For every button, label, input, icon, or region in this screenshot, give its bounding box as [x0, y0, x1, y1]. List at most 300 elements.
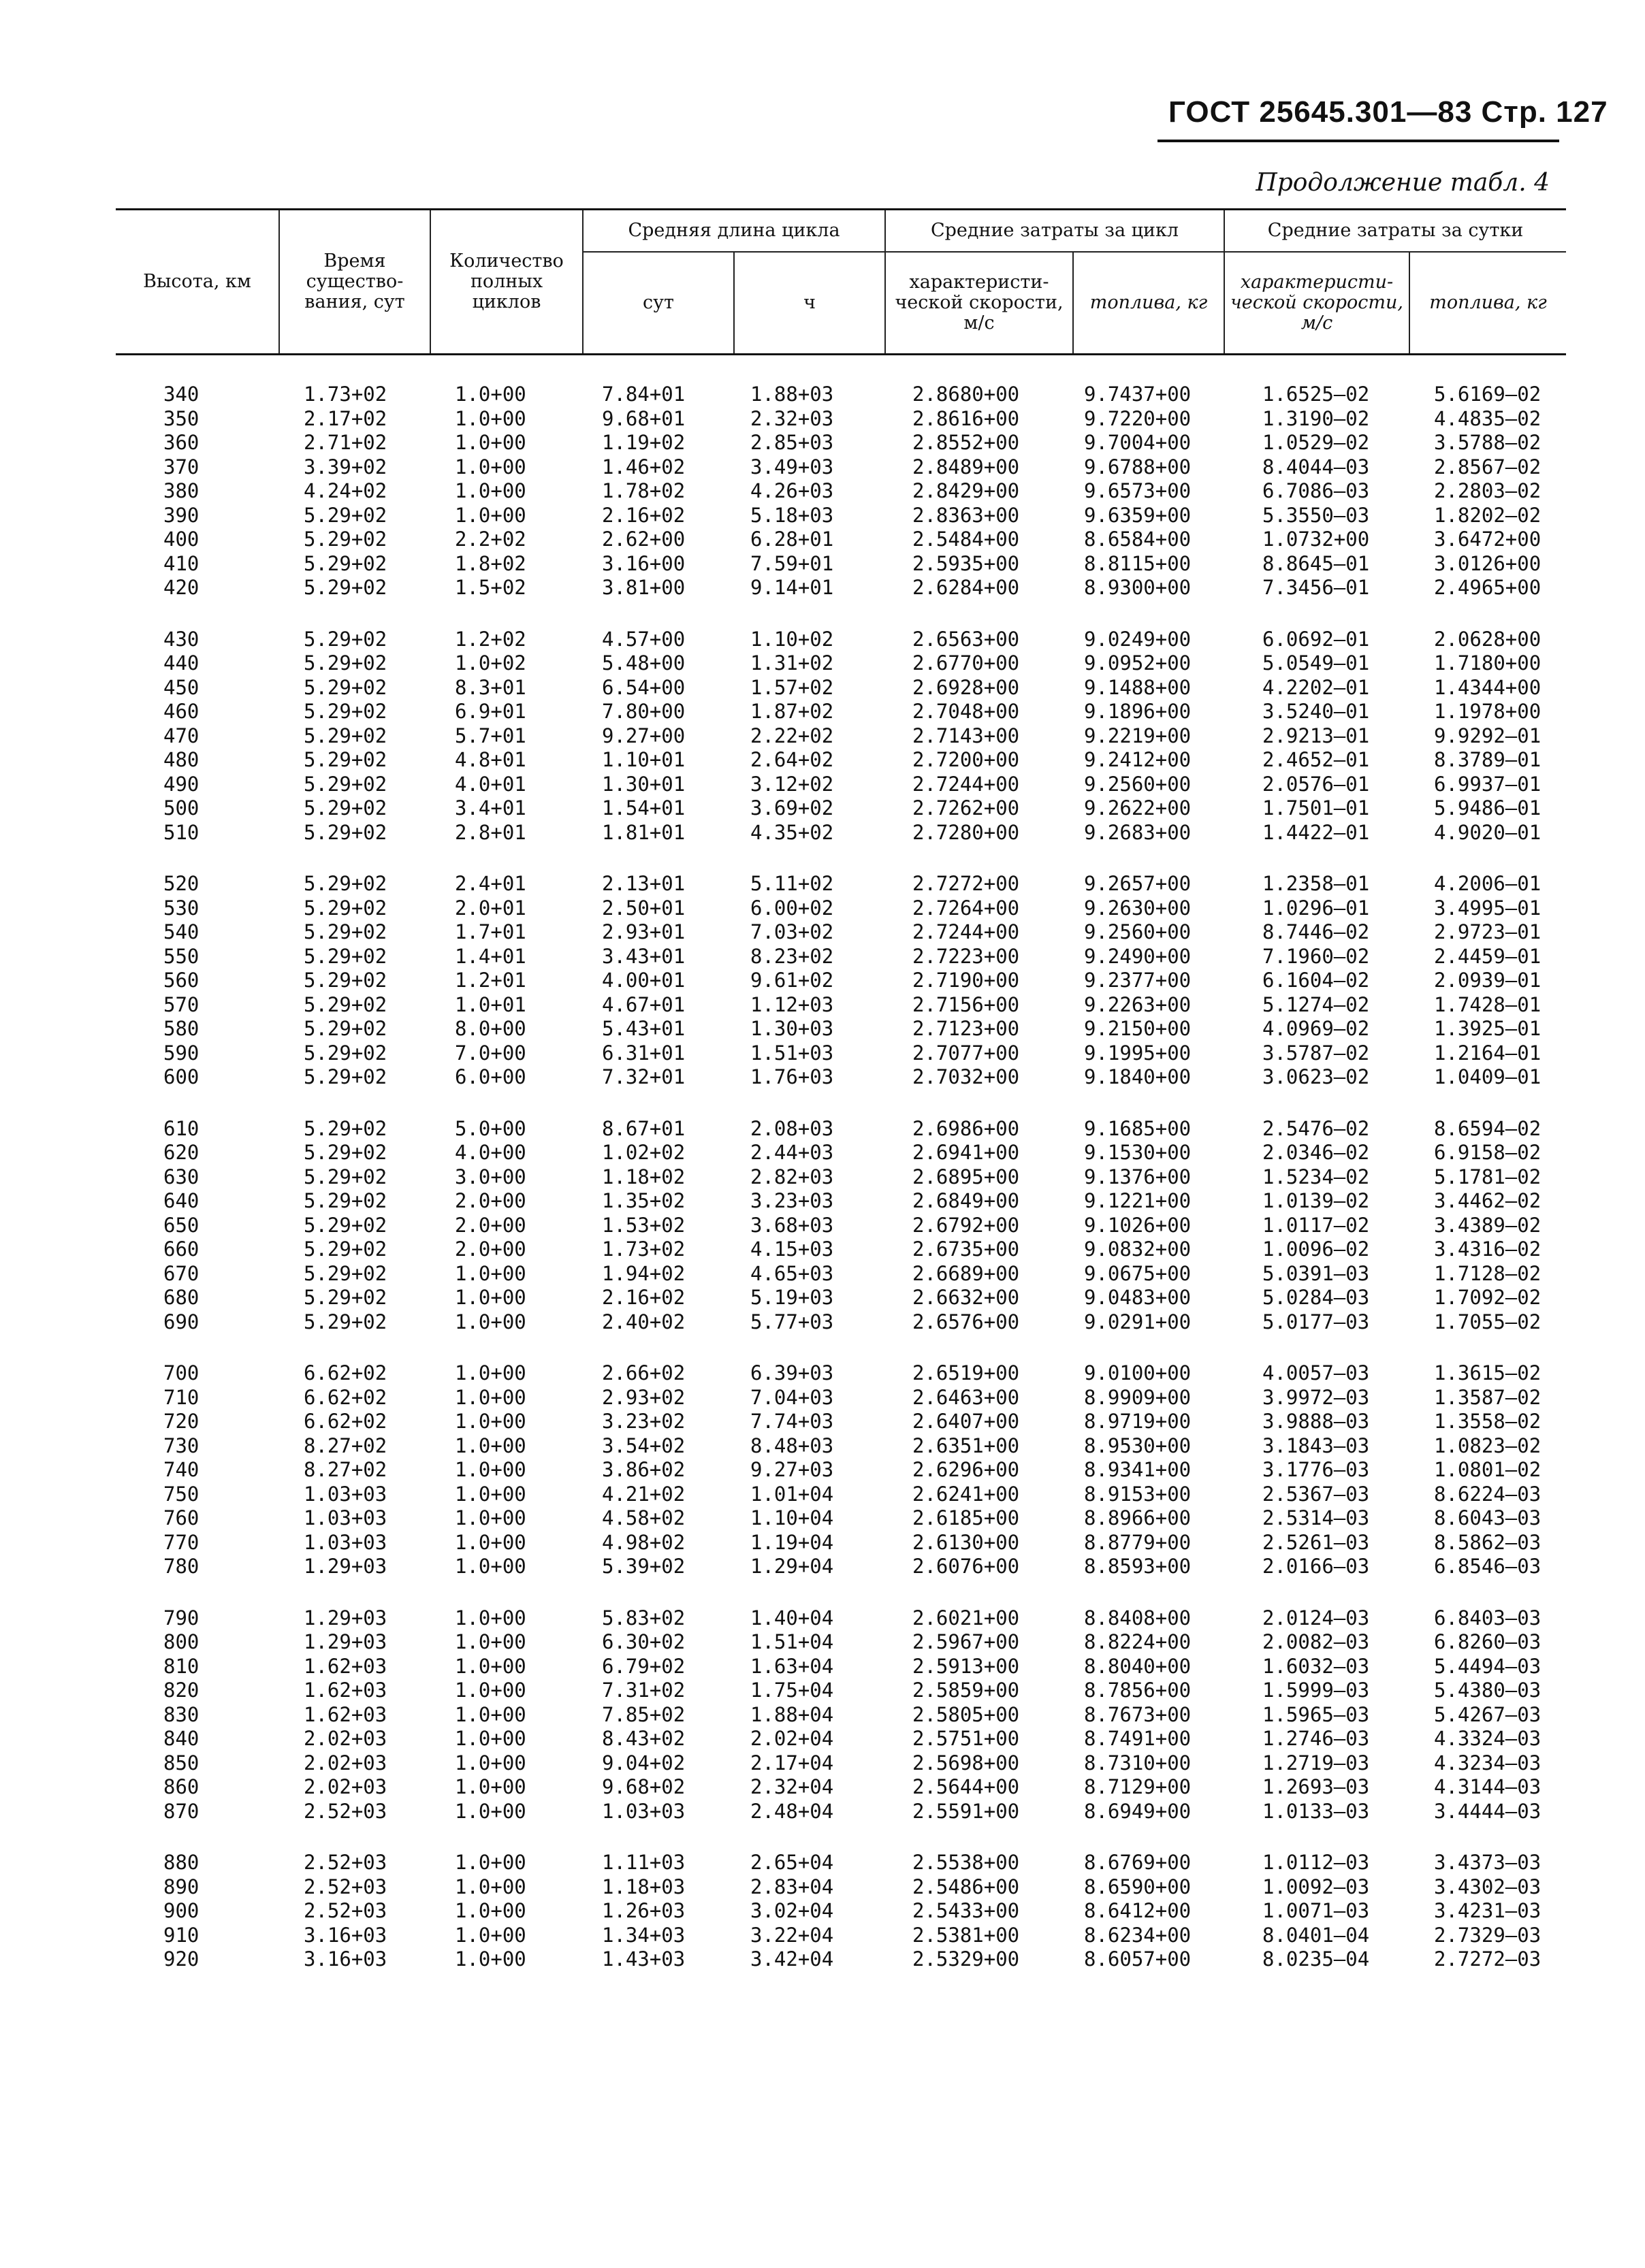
table-row — [116, 1483, 1566, 1507]
table-cell: 2.52+03 — [304, 1875, 387, 1898]
table-cell: 5.29+02 — [304, 1286, 387, 1309]
table-cell: 8.9153+00 — [1084, 1482, 1192, 1506]
table-cell: 2.8+01 — [455, 820, 526, 844]
table-row — [116, 1237, 1566, 1262]
table-cell: 1.2358—01 — [1262, 872, 1370, 895]
group-spacer — [116, 355, 1566, 383]
table-row — [116, 724, 1566, 749]
table-cell: 2.8567—02 — [1434, 455, 1542, 479]
table-cell: 5.29+02 — [304, 1041, 387, 1065]
table-cell: 1.7+01 — [455, 920, 526, 943]
col-header-cycle-velocity: характеристи-ческой скорости, м/с — [885, 252, 1073, 355]
table-cell: 2.6185+00 — [912, 1506, 1020, 1529]
table-row — [116, 1065, 1566, 1090]
table-cell: 9.1221+00 — [1084, 1189, 1192, 1212]
table-cell: 1.75+04 — [750, 1679, 834, 1702]
table-cell: 2.17+02 — [304, 406, 387, 430]
table-cell: 2.13+01 — [602, 872, 686, 895]
table-cell: 1.0+00 — [455, 1654, 526, 1678]
table-cell: 1.0+00 — [455, 383, 526, 406]
table-cell: 1.0+00 — [455, 1947, 526, 1971]
table-cell: 7.0+00 — [455, 1041, 526, 1065]
table-row — [116, 821, 1566, 845]
table-cell: 1.03+03 — [304, 1482, 387, 1506]
table-cell: 420 — [163, 576, 199, 599]
table-cell: 1.6525—02 — [1262, 383, 1370, 406]
table-cell: 8.8115+00 — [1084, 551, 1192, 575]
table-cell: 5.29+02 — [304, 992, 387, 1016]
table-cell: 8.0+00 — [455, 1017, 526, 1040]
table-cell: 2.5859+00 — [912, 1679, 1020, 1702]
table-cell: 6.8260—03 — [1434, 1630, 1542, 1653]
table-cell: 5.18+03 — [750, 503, 834, 527]
table-cell: 1.10+04 — [750, 1506, 834, 1529]
table-cell: 5.29+02 — [304, 576, 387, 599]
table-cell: 8.6590+00 — [1084, 1875, 1192, 1898]
table-cell: 9.0832+00 — [1084, 1237, 1192, 1261]
table-cell: 350 — [163, 406, 199, 430]
table-cell: 1.2164—01 — [1434, 1041, 1542, 1065]
table-cell: 560 — [163, 969, 199, 992]
table-cell: 4.15+03 — [750, 1237, 834, 1261]
table-cell: 1.19+02 — [602, 431, 686, 454]
table-cell: 5.29+02 — [304, 503, 387, 527]
table-cell: 1.0+02 — [455, 651, 526, 675]
table-cell: 5.1274—02 — [1262, 992, 1370, 1016]
table-cell: 2.32+04 — [750, 1775, 834, 1798]
table-cell: 8.9300+00 — [1084, 576, 1192, 599]
table-cell: 8.27+02 — [304, 1458, 387, 1481]
table-cell: 3.4995—01 — [1434, 896, 1542, 920]
table-cell: 9.0952+00 — [1084, 651, 1192, 675]
table-cell: 690 — [163, 1310, 199, 1333]
table-cell: 2.65+04 — [750, 1851, 834, 1874]
table-cell: 700 — [163, 1361, 199, 1384]
table-cell: 2.7329—03 — [1434, 1923, 1542, 1947]
table-cell: 2.6895+00 — [912, 1165, 1020, 1188]
table-cell: 3.43+01 — [602, 944, 686, 968]
table-cell: 1.5999—03 — [1262, 1679, 1370, 1702]
table-cell: 7.03+02 — [750, 920, 834, 943]
table-cell: 4.24+02 — [304, 479, 387, 502]
table-cell: 9.1530+00 — [1084, 1141, 1192, 1164]
table-cell: 3.5240—01 — [1262, 700, 1370, 723]
table-cell: 5.29+02 — [304, 700, 387, 723]
table-cell: 510 — [163, 820, 199, 844]
table-cell: 1.11+03 — [602, 1851, 686, 1874]
table-cell: 480 — [163, 748, 199, 771]
table-cell: 6.54+00 — [602, 675, 686, 699]
table-cell: 2.4+01 — [455, 872, 526, 895]
table-cell: 1.0+00 — [455, 1310, 526, 1333]
table-cell: 740 — [163, 1458, 199, 1481]
table-cell: 570 — [163, 992, 199, 1016]
table-cell: 730 — [163, 1433, 199, 1457]
table-cell: 1.88+04 — [750, 1702, 834, 1726]
table-cell: 1.0+00 — [455, 1775, 526, 1798]
col-header-cycle-fuel: топлива, кг — [1073, 252, 1224, 355]
table-cell: 5.0284—03 — [1262, 1286, 1370, 1309]
table-cell: 3.4444—03 — [1434, 1799, 1542, 1823]
table-cell: 9.04+02 — [602, 1751, 686, 1775]
table-cell: 9.6573+00 — [1084, 479, 1192, 502]
table-cell: 3.4231—03 — [1434, 1899, 1542, 1922]
table-cell: 1.2746—03 — [1262, 1727, 1370, 1750]
group-spacer — [116, 1824, 1566, 1851]
table-cell: 5.43+01 — [602, 1017, 686, 1040]
table-cell: 3.1843—03 — [1262, 1433, 1370, 1457]
table-cell: 1.29+04 — [750, 1555, 834, 1578]
table-cell: 8.27+02 — [304, 1433, 387, 1457]
table-cell: 8.6412+00 — [1084, 1899, 1192, 1922]
table-cell: 1.0+00 — [455, 1899, 526, 1922]
table-cell: 1.2719—03 — [1262, 1751, 1370, 1775]
table-cell: 2.8429+00 — [912, 479, 1020, 502]
table-cell: 2.22+02 — [750, 724, 834, 747]
table-cell: 1.62+03 — [304, 1679, 387, 1702]
table-row — [116, 1606, 1566, 1631]
header-rule — [1157, 140, 1559, 142]
table-cell: 3.1776—03 — [1262, 1458, 1370, 1481]
table-row — [116, 1703, 1566, 1728]
table-cell: 1.26+03 — [602, 1899, 686, 1922]
table-cell: 5.29+02 — [304, 1213, 387, 1237]
table-cell: 1.0732+00 — [1262, 528, 1370, 551]
table-cell: 2.6076+00 — [912, 1555, 1020, 1578]
table-row — [116, 1189, 1566, 1214]
table-cell: 2.5261—03 — [1262, 1530, 1370, 1554]
table-cell: 1.03+03 — [304, 1530, 387, 1554]
table-cell: 4.57+00 — [602, 627, 686, 651]
table-cell: 1.0+00 — [455, 1530, 526, 1554]
table-cell: 2.7264+00 — [912, 896, 1020, 920]
table-cell: 9.2490+00 — [1084, 944, 1192, 968]
table-cell: 9.2560+00 — [1084, 772, 1192, 796]
table-cell: 1.0+00 — [455, 1385, 526, 1409]
table-cell: 1.0+00 — [455, 406, 526, 430]
table-cell: 2.2+02 — [455, 528, 526, 551]
table-row — [116, 1458, 1566, 1483]
table-cell: 3.02+04 — [750, 1899, 834, 1922]
table-cell: 6.9+01 — [455, 700, 526, 723]
table-cell: 2.5476—02 — [1262, 1116, 1370, 1140]
table-cell: 9.68+01 — [602, 406, 686, 430]
table-row — [116, 1775, 1566, 1800]
table-cell: 9.0291+00 — [1084, 1310, 1192, 1333]
table-cell: 7.32+01 — [602, 1065, 686, 1088]
table-cell: 9.2683+00 — [1084, 820, 1192, 844]
table-cell: 9.2412+00 — [1084, 748, 1192, 771]
table-cell: 5.4494—03 — [1434, 1654, 1542, 1678]
table-cell: 850 — [163, 1751, 199, 1775]
table-cell: 9.2263+00 — [1084, 992, 1192, 1016]
table-cell: 5.29+02 — [304, 528, 387, 551]
table-cell: 6.9937—01 — [1434, 772, 1542, 796]
table-cell: 2.7048+00 — [912, 700, 1020, 723]
table-cell: 720 — [163, 1410, 199, 1433]
table-cell: 2.40+02 — [602, 1310, 686, 1333]
table-cell: 2.85+03 — [750, 431, 834, 454]
table-cell: 9.1995+00 — [1084, 1041, 1192, 1065]
table-cell: 6.62+02 — [304, 1385, 387, 1409]
col-header-existence-time: Время существо-вания, сут — [279, 210, 430, 355]
table-cell: 2.6770+00 — [912, 651, 1020, 675]
table-cell: 8.8224+00 — [1084, 1630, 1192, 1653]
table-cell: 8.0401—04 — [1262, 1923, 1370, 1947]
table-cell: 2.02+03 — [304, 1751, 387, 1775]
table-cell: 7.31+02 — [602, 1679, 686, 1702]
table-cell: 6.31+01 — [602, 1041, 686, 1065]
table-cell: 1.0+00 — [455, 1875, 526, 1898]
group-spacer — [116, 845, 1566, 872]
table-cell: 2.62+00 — [602, 528, 686, 551]
table-row — [116, 1117, 1566, 1141]
table-cell: 9.1896+00 — [1084, 700, 1192, 723]
table-cell: 2.7156+00 — [912, 992, 1020, 1016]
table-cell: 2.5329+00 — [912, 1947, 1020, 1971]
table-row — [116, 1310, 1566, 1335]
table-cell: 1.01+04 — [750, 1482, 834, 1506]
table-cell: 4.3324—03 — [1434, 1727, 1542, 1750]
table-cell: 620 — [163, 1141, 199, 1164]
table-cell: 2.66+02 — [602, 1361, 686, 1384]
table-cell: 4.65+03 — [750, 1261, 834, 1285]
table-cell: 3.12+02 — [750, 772, 834, 796]
table-cell: 3.16+03 — [304, 1947, 387, 1971]
table-cell: 8.7129+00 — [1084, 1775, 1192, 1798]
table-cell: 6.30+02 — [602, 1630, 686, 1653]
table-row — [116, 1630, 1566, 1655]
table-cell: 5.29+02 — [304, 820, 387, 844]
table-cell: 1.0+00 — [455, 1851, 526, 1874]
table-cell: 1.8202—02 — [1434, 503, 1542, 527]
table-cell: 9.2630+00 — [1084, 896, 1192, 920]
table-cell: 5.7+01 — [455, 724, 526, 747]
table-cell: 7.1960—02 — [1262, 944, 1370, 968]
table-cell: 1.0296—01 — [1262, 896, 1370, 920]
table-row — [116, 1947, 1566, 1972]
table-cell: 1.0+00 — [455, 503, 526, 527]
table-cell: 4.2202—01 — [1262, 675, 1370, 699]
table-cell: 1.0+00 — [455, 1482, 526, 1506]
table-cell: 580 — [163, 1017, 199, 1040]
table-row — [116, 1434, 1566, 1459]
table-row — [116, 576, 1566, 600]
table-cell: 2.0346—02 — [1262, 1141, 1370, 1164]
table-cell: 2.02+03 — [304, 1727, 387, 1750]
table-cell: 590 — [163, 1041, 199, 1065]
table-cell: 1.02+02 — [602, 1141, 686, 1164]
table-cell: 9.7437+00 — [1084, 383, 1192, 406]
table-cell: 2.0+00 — [455, 1213, 526, 1237]
group-spacer — [116, 1579, 1566, 1606]
table-cell: 1.0+00 — [455, 1555, 526, 1578]
table-row — [116, 383, 1566, 407]
table-cell: 1.3558—02 — [1434, 1410, 1542, 1433]
table-cell: 1.4344+00 — [1434, 675, 1542, 699]
table-cell: 2.7262+00 — [912, 796, 1020, 820]
table-cell: 2.6986+00 — [912, 1116, 1020, 1140]
table-cell: 1.7055—02 — [1434, 1310, 1542, 1333]
table-cell: 1.30+01 — [602, 772, 686, 796]
table-cell: 670 — [163, 1261, 199, 1285]
table-row — [116, 455, 1566, 480]
table-cell: 1.34+03 — [602, 1923, 686, 1947]
table-cell: 5.29+02 — [304, 1065, 387, 1088]
table-cell: 2.8489+00 — [912, 455, 1020, 479]
table-cell: 3.16+03 — [304, 1923, 387, 1947]
table-cell: 9.68+02 — [602, 1775, 686, 1798]
table-cell: 8.6769+00 — [1084, 1851, 1192, 1874]
table-cell: 2.6849+00 — [912, 1189, 1020, 1212]
table-cell: 3.49+03 — [750, 455, 834, 479]
table-cell: 2.0939—01 — [1434, 969, 1542, 992]
table-cell: 2.5433+00 — [912, 1899, 1020, 1922]
col-group-cost-per-cycle: Средние затраты за цикл — [885, 210, 1224, 253]
table-cell: 1.12+03 — [750, 992, 834, 1016]
table-cell: 4.67+01 — [602, 992, 686, 1016]
table-cell: 660 — [163, 1237, 199, 1261]
table-cell: 2.0166—03 — [1262, 1555, 1370, 1578]
table-cell: 1.62+03 — [304, 1654, 387, 1678]
table-cell: 5.29+02 — [304, 969, 387, 992]
table-cell: 460 — [163, 700, 199, 723]
table-cell: 5.29+02 — [304, 944, 387, 968]
table-cell: 2.6941+00 — [912, 1141, 1020, 1164]
table-cell: 5.11+02 — [750, 872, 834, 895]
table-cell: 2.7077+00 — [912, 1041, 1020, 1065]
table-cell: 2.4652—01 — [1262, 748, 1370, 771]
table-cell: 9.7004+00 — [1084, 431, 1192, 454]
table-cell: 2.02+03 — [304, 1775, 387, 1798]
table-cell: 900 — [163, 1899, 199, 1922]
table-cell: 1.10+01 — [602, 748, 686, 771]
table-cell: 360 — [163, 431, 199, 454]
table-cell: 5.29+02 — [304, 920, 387, 943]
table-cell: 1.0409—01 — [1434, 1065, 1542, 1088]
table-cell: 2.6735+00 — [912, 1237, 1020, 1261]
table-cell: 9.2560+00 — [1084, 920, 1192, 943]
table-cell: 3.6472+00 — [1434, 528, 1542, 551]
table-cell: 3.86+02 — [602, 1458, 686, 1481]
table-cell: 4.4835—02 — [1434, 406, 1542, 430]
table-cell: 750 — [163, 1482, 199, 1506]
table-cell: 2.5698+00 — [912, 1751, 1020, 1775]
table-cell: 5.0391—03 — [1262, 1261, 1370, 1285]
table-cell: 5.29+02 — [304, 1017, 387, 1040]
table-cell: 5.3550—03 — [1262, 503, 1370, 527]
group-spacer — [116, 1090, 1566, 1117]
table-cell: 5.29+02 — [304, 1261, 387, 1285]
table-cell: 1.0823—02 — [1434, 1433, 1542, 1457]
table-cell: 8.7856+00 — [1084, 1679, 1192, 1702]
table-cell: 7.04+03 — [750, 1385, 834, 1409]
table-cell: 810 — [163, 1654, 199, 1678]
table-cell: 2.8616+00 — [912, 406, 1020, 430]
table-cell: 2.6928+00 — [912, 675, 1020, 699]
table-cell: 1.5965—03 — [1262, 1702, 1370, 1726]
table-cell: 7.3456—01 — [1262, 576, 1370, 599]
table-cell: 3.4+01 — [455, 796, 526, 820]
table-cell: 2.5367—03 — [1262, 1482, 1370, 1506]
table-cell: 1.5234—02 — [1262, 1165, 1370, 1188]
table-cell: 6.28+01 — [750, 528, 834, 551]
table-cell: 9.2150+00 — [1084, 1017, 1192, 1040]
table-cell: 1.0+00 — [455, 1361, 526, 1384]
table-cell: 9.27+00 — [602, 724, 686, 747]
table-cell: 2.5913+00 — [912, 1654, 1020, 1678]
table-cell: 5.4380—03 — [1434, 1679, 1542, 1702]
table-cell: 500 — [163, 796, 199, 820]
table-cell: 8.8779+00 — [1084, 1530, 1192, 1554]
table-cell: 840 — [163, 1727, 199, 1750]
table-cell: 2.2803—02 — [1434, 479, 1542, 502]
table-cell: 1.46+02 — [602, 455, 686, 479]
table-cell: 4.26+03 — [750, 479, 834, 502]
table-cell: 1.54+01 — [602, 796, 686, 820]
table-cell: 1.7180+00 — [1434, 651, 1542, 675]
table-row — [116, 1506, 1566, 1531]
table-cell: 6.8546—03 — [1434, 1555, 1542, 1578]
table-row — [116, 431, 1566, 455]
table-cell: 2.5591+00 — [912, 1799, 1020, 1823]
table-cell: 1.78+02 — [602, 479, 686, 502]
table-cell: 6.0692—01 — [1262, 627, 1370, 651]
table-cell: 8.8966+00 — [1084, 1506, 1192, 1529]
table-cell: 3.0126+00 — [1434, 551, 1542, 575]
table-cell: 2.44+03 — [750, 1141, 834, 1164]
table-cell: 370 — [163, 455, 199, 479]
table-row — [116, 504, 1566, 528]
table-cell: 5.29+02 — [304, 1141, 387, 1164]
table-cell: 5.4267—03 — [1434, 1702, 1542, 1726]
table-cell: 610 — [163, 1116, 199, 1140]
table-body — [116, 355, 1566, 1972]
table-cell: 6.00+02 — [750, 896, 834, 920]
table-cell: 1.0117—02 — [1262, 1213, 1370, 1237]
table-cell: 1.87+02 — [750, 700, 834, 723]
table-cell: 2.6296+00 — [912, 1458, 1020, 1481]
table-cell: 1.40+04 — [750, 1606, 834, 1630]
table-row — [116, 1410, 1566, 1434]
table-cell: 1.2+01 — [455, 969, 526, 992]
table-cell: 8.0235—04 — [1262, 1947, 1370, 1971]
table-cell: 5.29+02 — [304, 1310, 387, 1333]
table-cell: 2.5935+00 — [912, 551, 1020, 575]
table-cell: 910 — [163, 1923, 199, 1947]
col-header-cycle-hours: ч — [734, 252, 885, 355]
table-cell: 8.7673+00 — [1084, 1702, 1192, 1726]
table-cell: 2.6463+00 — [912, 1385, 1020, 1409]
table-cell: 640 — [163, 1189, 199, 1212]
table-cell: 3.69+02 — [750, 796, 834, 820]
table-cell: 3.4462—02 — [1434, 1189, 1542, 1212]
table-cell: 8.6594—02 — [1434, 1116, 1542, 1140]
table-cell: 1.3615—02 — [1434, 1361, 1542, 1384]
table-cell: 3.68+03 — [750, 1213, 834, 1237]
table-cell: 3.0623—02 — [1262, 1065, 1370, 1088]
table-cell: 1.7092—02 — [1434, 1286, 1542, 1309]
table-cell: 6.9158—02 — [1434, 1141, 1542, 1164]
table-cell: 3.5788—02 — [1434, 431, 1542, 454]
table-cell: 1.0+00 — [455, 1606, 526, 1630]
table-cell: 710 — [163, 1385, 199, 1409]
table-cell: 1.18+03 — [602, 1875, 686, 1898]
table-cell: 6.79+02 — [602, 1654, 686, 1678]
table-cell: 9.61+02 — [750, 969, 834, 992]
table-cell: 1.19+04 — [750, 1530, 834, 1554]
table-cell: 8.6234+00 — [1084, 1923, 1192, 1947]
